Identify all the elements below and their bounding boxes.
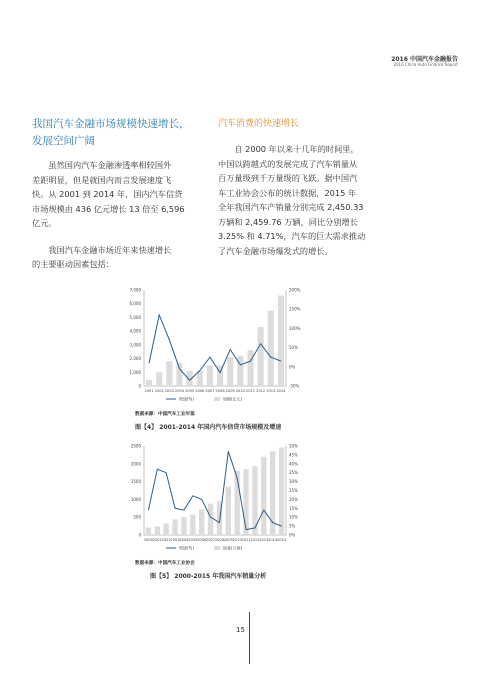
page-number: 15: [236, 626, 245, 634]
x-tick-label: 2015: [276, 538, 287, 542]
x-tick-label: 2007: [205, 389, 215, 393]
bar: [207, 365, 213, 386]
legend-bar-label: 销量(万辆): [223, 545, 243, 551]
line-point: [281, 361, 282, 362]
x-tick-label: 2001: [152, 538, 162, 542]
figure5-caption: 图【5】 2000-2015 年我国汽车销量分析: [150, 573, 267, 580]
left-tick-label: 6,000: [129, 301, 141, 307]
bar: [237, 356, 243, 386]
paragraph-line: 万辆和 2,459.76 万辆，同比分别增长: [218, 216, 358, 227]
x-tick-label: 2007: [205, 538, 216, 542]
x-tick-label: 2003: [170, 538, 180, 542]
bar: [146, 528, 151, 535]
bar: [172, 519, 177, 535]
line-point: [272, 522, 273, 523]
line-point: [281, 526, 282, 527]
x-tick-label: 2005: [188, 538, 198, 542]
x-tick-label: 2012: [256, 389, 266, 393]
legend-bar-swatch: [214, 546, 220, 550]
x-tick-label: 2002: [154, 389, 164, 393]
legend-line-label: 增速(%): [179, 545, 194, 551]
paragraph-line: 中国以跨越式的发展完成了汽车销量从: [218, 158, 358, 169]
line-point: [193, 496, 194, 497]
left-column: [32, 116, 217, 272]
bar: [176, 363, 182, 386]
chart-credit-market: [110, 282, 320, 408]
paragraph-line: 了汽车金融市场爆发式的增长。: [218, 245, 333, 256]
bar: [243, 469, 248, 535]
left-tick-label: 2500: [130, 443, 141, 449]
x-tick-label: 2009: [225, 389, 235, 393]
x-tick-label: 2010: [235, 389, 245, 393]
chart-vehicle-sales: [110, 440, 320, 556]
left-tick-label: 1500: [130, 479, 141, 485]
x-tick-label: 2000: [143, 538, 154, 542]
line-point: [246, 529, 247, 530]
bar: [208, 504, 213, 535]
x-tick-label: 2010: [232, 538, 242, 542]
x-tick-label: 2014: [268, 538, 278, 542]
right-column: [218, 116, 378, 258]
line-point: [149, 363, 150, 364]
right-tick-label: 45%: [289, 452, 298, 458]
x-tick-label: 2004: [174, 389, 185, 393]
legend-bar-swatch: [214, 397, 220, 401]
right-tick-label: 30%: [289, 479, 298, 485]
line-point: [219, 522, 220, 523]
line-point: [230, 349, 231, 350]
x-tick-label: 2013: [266, 389, 276, 393]
report-title: 2016 中国汽车金融报告: [391, 56, 458, 63]
paragraph-1: [32, 158, 217, 231]
right-tick-label: -50%: [289, 383, 300, 389]
paragraph-line: 快。从 2001 到 2014 年，国内汽车信贷: [32, 189, 183, 199]
line-point: [210, 517, 211, 518]
left-tick-label: 7,000: [129, 287, 141, 293]
paragraph-line: 亿元。: [32, 218, 57, 228]
bar: [279, 447, 284, 535]
left-tick-label: 2,000: [129, 356, 141, 362]
line-point: [157, 469, 158, 470]
left-tick-label: 1000: [130, 496, 141, 502]
right-tick-label: 100%: [289, 325, 301, 331]
legend-line-label: 增速(%): [179, 396, 194, 402]
figure5-source: 数据来源：中国汽车工业协会: [135, 561, 195, 566]
line-point: [237, 478, 238, 479]
bar: [226, 486, 231, 535]
x-tick-label: 2008: [214, 538, 225, 542]
paragraph-line: 全年我国汽车产销量分别完成 2,450.33: [218, 202, 364, 212]
bar: [146, 380, 152, 386]
line-point: [250, 361, 251, 362]
bar: [181, 517, 186, 535]
line-point: [166, 472, 167, 473]
paragraph-line: 车工业协会公布的统计数据，2015 年: [218, 187, 357, 198]
report-subtitle: 2016 China Auto Finance Report: [393, 62, 458, 67]
bar: [156, 372, 162, 386]
line-point: [270, 357, 271, 358]
bar: [278, 296, 284, 386]
right-tick-label: 25%: [289, 488, 298, 493]
bar: [258, 327, 264, 386]
bar: [155, 527, 160, 535]
right-tick-label: 15%: [289, 505, 298, 511]
right-tick-label: 35%: [289, 470, 298, 476]
bar: [164, 523, 169, 535]
paragraph-line: 的主要驱动因素包括：: [32, 259, 114, 269]
paragraph-line: 市场规模由 436 亿元增长 13 倍至 6,596: [32, 203, 185, 214]
x-tick-label: 2006: [197, 538, 207, 542]
left-tick-label: 0: [138, 383, 141, 389]
x-tick-label: 2012: [250, 538, 260, 542]
section-heading-line2: 发展空间广阔: [32, 135, 95, 147]
left-tick-label: 0: [138, 532, 141, 538]
line-point: [255, 528, 256, 529]
paragraph-line: 百万量级到千万量级的飞跃。据中国汽: [218, 173, 358, 183]
section-heading-line1: 我国汽车金融市场规模快速增长，: [32, 118, 190, 130]
legend-bar-label: 规模(亿元): [223, 396, 243, 402]
line-point: [210, 357, 211, 358]
right-tick-label: 200%: [289, 287, 301, 293]
x-tick-label: 2005: [185, 389, 195, 393]
x-tick-label: 2013: [259, 538, 269, 542]
x-tick-label: 2011: [245, 389, 256, 393]
left-tick-label: 500: [133, 514, 141, 520]
section-heading: [32, 116, 217, 150]
line-point: [159, 315, 160, 316]
x-tick-label: 2011: [241, 538, 251, 542]
x-tick-label: 2014: [276, 389, 286, 393]
paragraph-line: 3.25% 和 4.71%，汽车的巨大需求推动: [218, 231, 366, 241]
left-tick-label: 5,000: [129, 314, 141, 320]
line-point: [228, 451, 229, 452]
line-point: [199, 370, 200, 371]
line-point: [240, 365, 241, 366]
paragraph-line: 自 2000 年以来十几年的时间里，: [234, 144, 359, 154]
right-tick-label: 150%: [289, 306, 301, 312]
paragraph-line: 虽然国内汽车金融渗透率相较国外: [48, 160, 172, 170]
line-point: [184, 510, 185, 511]
left-tick-label: 2000: [130, 461, 141, 467]
left-tick-label: 4,000: [129, 328, 141, 334]
bar: [268, 311, 274, 386]
left-tick-label: 1,000: [129, 369, 141, 375]
x-tick-label: 2003: [164, 389, 174, 393]
line-point: [201, 499, 202, 500]
x-tick-label: 2009: [223, 538, 233, 542]
right-tick-label: 20%: [289, 496, 298, 502]
footer-divider: [249, 612, 250, 664]
right-tick-label: 40%: [289, 461, 298, 467]
right-tick-label: 10%: [289, 514, 298, 520]
bar: [247, 350, 253, 386]
right-tick-label: 50%: [289, 443, 298, 449]
right-paragraph: [218, 142, 378, 258]
bar: [261, 457, 266, 535]
line-point: [175, 508, 176, 509]
x-tick-label: 2006: [195, 389, 205, 393]
subsection-heading: 汽车消费的快速增长: [218, 119, 300, 129]
line-point: [169, 340, 170, 341]
right-tick-label: 0%: [289, 364, 296, 370]
x-tick-label: 2008: [215, 389, 225, 393]
x-tick-label: 2004: [179, 538, 189, 542]
x-tick-label: 2002: [161, 538, 171, 542]
line-point: [220, 372, 221, 373]
bar: [190, 514, 195, 535]
figure4-source: 数据来源：中国汽车工业年鉴: [135, 412, 195, 417]
left-tick-label: 3,000: [129, 342, 141, 348]
x-tick-label: 2001: [144, 389, 154, 393]
paragraph-line: 我国汽车金融市场近年来快速增长: [48, 244, 172, 255]
line-point: [264, 510, 265, 511]
line-point: [189, 380, 190, 381]
bar: [199, 509, 204, 535]
right-tick-label: 5%: [289, 523, 296, 529]
line-point: [148, 510, 149, 511]
line-point: [179, 368, 180, 369]
paragraph-line: 差距明显，但是就国内而言发展速度飞: [32, 174, 172, 185]
bar: [227, 357, 233, 386]
right-tick-label: 0%: [289, 532, 296, 538]
paragraph-2: [32, 243, 217, 272]
bar: [166, 361, 172, 386]
figure4-caption: 图【4】 2001-2014 年国内汽车信贷市场规模及增速: [135, 424, 282, 431]
right-tick-label: 50%: [289, 345, 298, 351]
line-point: [260, 343, 261, 344]
